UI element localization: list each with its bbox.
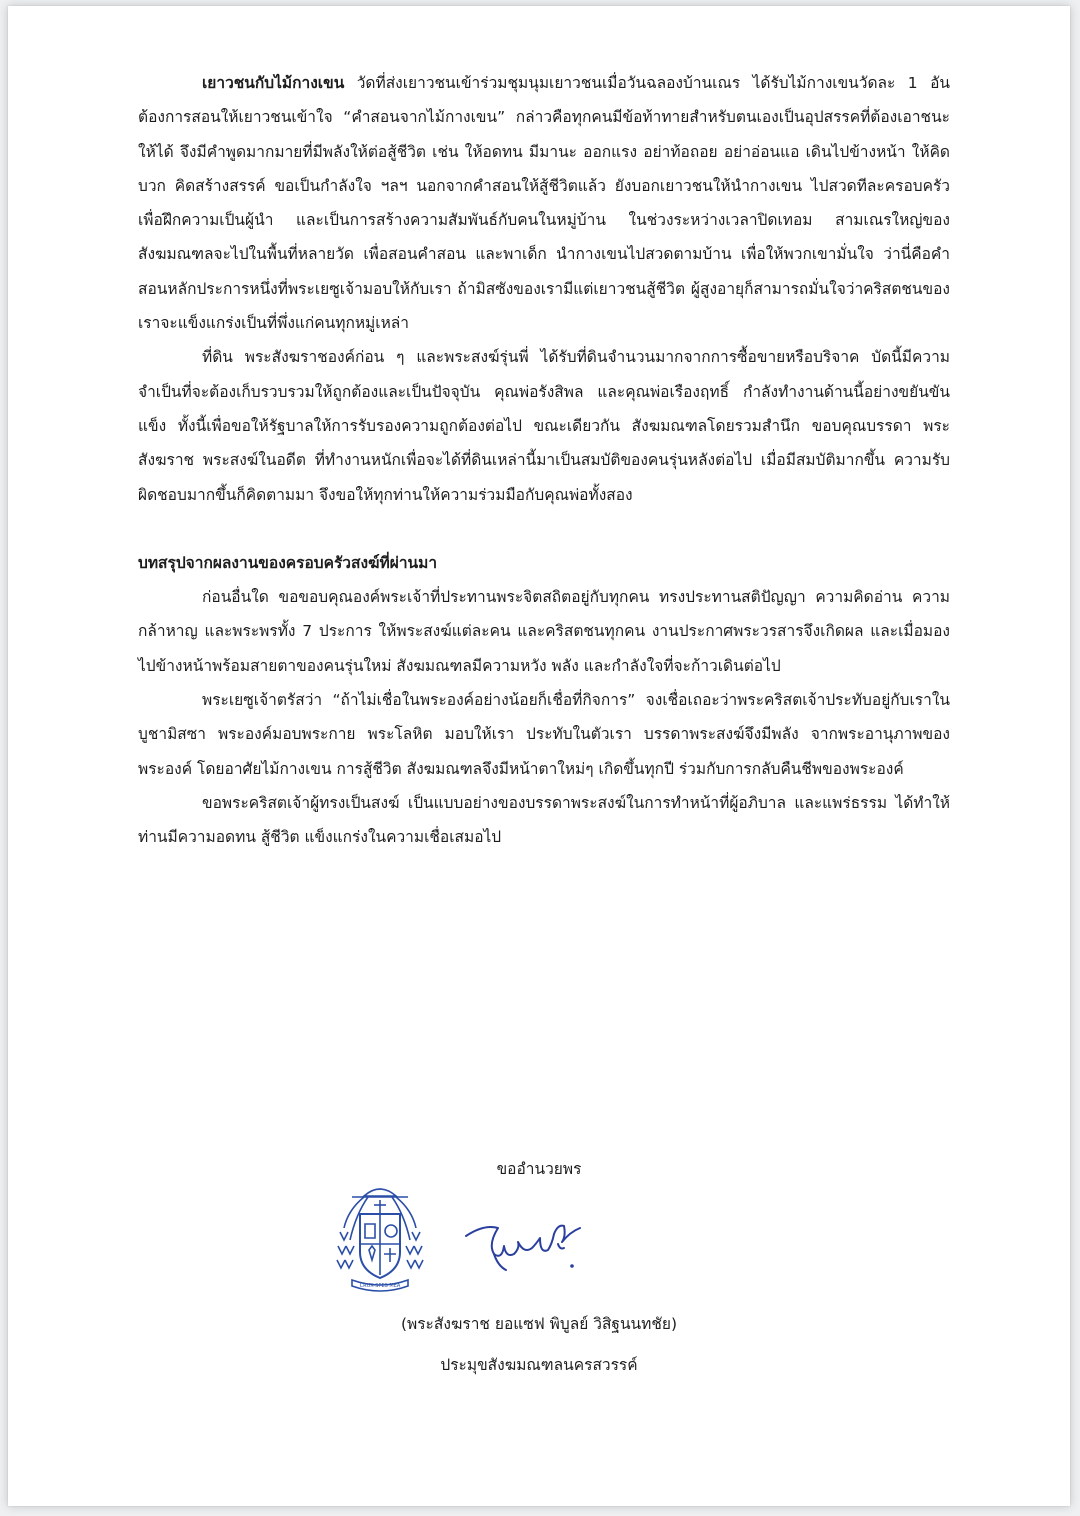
- signatory-title: ประมุขสังฆมณฑลนครสวรรค์: [440, 1356, 638, 1374]
- coat-of-arms-icon: [334, 1180, 426, 1292]
- document-page: [8, 6, 1070, 1506]
- signature-dot: [570, 1264, 574, 1268]
- section-heading: บทสรุปจากผลงานของครอบครัวสงฆ์ที่ผ่านมา: [138, 553, 438, 572]
- paragraph-youth-cross: [138, 66, 950, 340]
- signatory-name: (พระสังฆราช ยอแซฟ พิบูลย์ วิสิฐนนทชัย): [400, 1315, 678, 1333]
- letter-body: [138, 66, 950, 855]
- blessing-line: ขออำนวยพร: [496, 1160, 582, 1178]
- paragraph-gratitude: ก่อนอื่นใด ขอขอบคุณองค์พระเจ้าที่ประทานพระจิตสถิตอยู่กับทุกคน ทรงประทานสติปัญญา ความคิดอ่าน ความกล้าหาญ และพระพรทั้ง 7 ประการ ให้พระสงฆ์แต่ละคน และคริสตชนทุกคน งานประกาศพระวรสารจึงเกิดผล และเมื่อมองไปข้างหน้าพร้อมสายตาของคนรุ่นใหม่ สังฆมณฑลมีความหวัง พลัง และกำลังใจที่จะก้าวเดินต่อไป: [138, 588, 950, 675]
- seal-motto: CRUX SPES MEA: [359, 1283, 401, 1289]
- paragraph-text: วัดที่ส่งเยาวชนเข้าร่วมชุมนุมเยาวชนเมื่อวันฉลองบ้านเณร ได้รับไม้กางเขนวัดละ 1 อัน ต้องการสอนให้เยาวชนเข้าใจ “คำสอนจากไม้กางเขน” กล่าวคือทุกคนมีข้อท้าทายสำหรับตนเองเป็นอุปสรรคที่ต้องเอาชนะให้ได้ จึงมีคำพูดมากมายที่มีพลังให้ต่อสู้ชีวิต เช่น ให้อดทน มีมานะ ออกแรง อย่าท้อถอย อย่าอ่อนแอ เดินไปข้างหน้า ให้คิดบวก คิดสร้างสรรค์ ขอเป็นกำลังใจ ฯลฯ นอกจากคำสอนให้สู้ชีวิตแล้ว ยังบอกเยาวชนให้นำกางเขน ไปสวดทีละครอบครัว เพื่อฝึกความเป็นผู้นำ และเป็นการสร้างความสัมพันธ์กับคนในหมู่บ้าน ในช่วงระหว่างเวลาปิดเทอม สามเณรใหญ่ของสังฆมณฑลจะไปในพื้นที่หลายวัด เพื่อสอนคำสอน และพาเด็ก นำกางเขนไปสวดตามบ้าน เพื่อให้พวกเขามั่นใจ ว่านี่คือคำสอนหลักประการหนึ่งที่พระเยซูเจ้ามอบให้กับเรา ถ้ามิสซังของเรามีแต่เยาวชนสู้ชีวิต ผู้สูงอายุก็สามารถมั่นใจว่าคริสตชนของเราจะแข็งแกร่งเป็นที่พึ่งแก่คนทุกหมู่เหล่า: [138, 74, 950, 333]
- signature-image: [454, 1214, 604, 1284]
- paragraph-faith: พระเยซูเจ้าตรัสว่า “ถ้าไม่เชื่อในพระองค์อย่างน้อยก็เชื่อที่กิจการ” จงเชื่อเถอะว่าพระคริสตเจ้าประทับอยู่กับเราในบูชามิสซา พระองค์มอบพระกาย พระโลหิต มอบให้เรา ประทับในตัวเรา บรรดาพระสงฆ์จึงมีพลัง จากพระอานุภาพของพระองค์ โดยอาศัยไม้กางเขน การสู้ชีวิต สังฆมณฑลจึงมีหน้าตาใหม่ๆ เกิดขึ้นทุกปี ร่วมกับการกลับคืนชีพของพระองค์: [138, 691, 950, 778]
- paragraph-land: ที่ดิน พระสังฆราชองค์ก่อน ๆ และพระสงฆ์รุ่นพี่ ได้รับที่ดินจำนวนมากจากการซื้อขายหรือบริจาค บัดนี้มีความจำเป็นที่จะต้องเก็บรวบรวมให้ถูกต้องและเป็นปัจจุบัน คุณพ่อรังสิพล และคุณพ่อเรืองฤทธิ์ กำลังทำงานด้านนี้อย่างขยันขันแข็ง ทั้งนี้เพื่อขอให้รัฐบาลให้การรับรองความถูกต้องต่อไป ขณะเดียวกัน สังฆมณฑลโดยรวมสำนึก ขอบคุณบรรดา พระสังฆราช พระสงฆ์ในอดีต ที่ทำงานหนักเพื่อจะได้ที่ดินเหล่านี้มาเป็นสมบัติของคนรุ่นหลังต่อไป เมื่อมีสมบัติมากขึ้น ความรับผิดชอบมากขึ้นก็คิดตามมา จึงขอให้ทุกท่านให้ความร่วมมือกับคุณพ่อทั้งสอง: [138, 348, 950, 504]
- paragraph-lead: เยาวชนกับไม้กางเขน: [202, 74, 345, 92]
- paragraph-prayer: ขอพระคริสตเจ้าผู้ทรงเป็นสงฆ์ เป็นแบบอย่างของบรรดาพระสงฆ์ในการทำหน้าที่ผู้อภิบาล และแพร่ธรรม ได้ทำให้ท่านมีความอดทน สู้ชีวิต แข็งแกร่งในความเชื่อเสมอไป: [138, 793, 950, 847]
